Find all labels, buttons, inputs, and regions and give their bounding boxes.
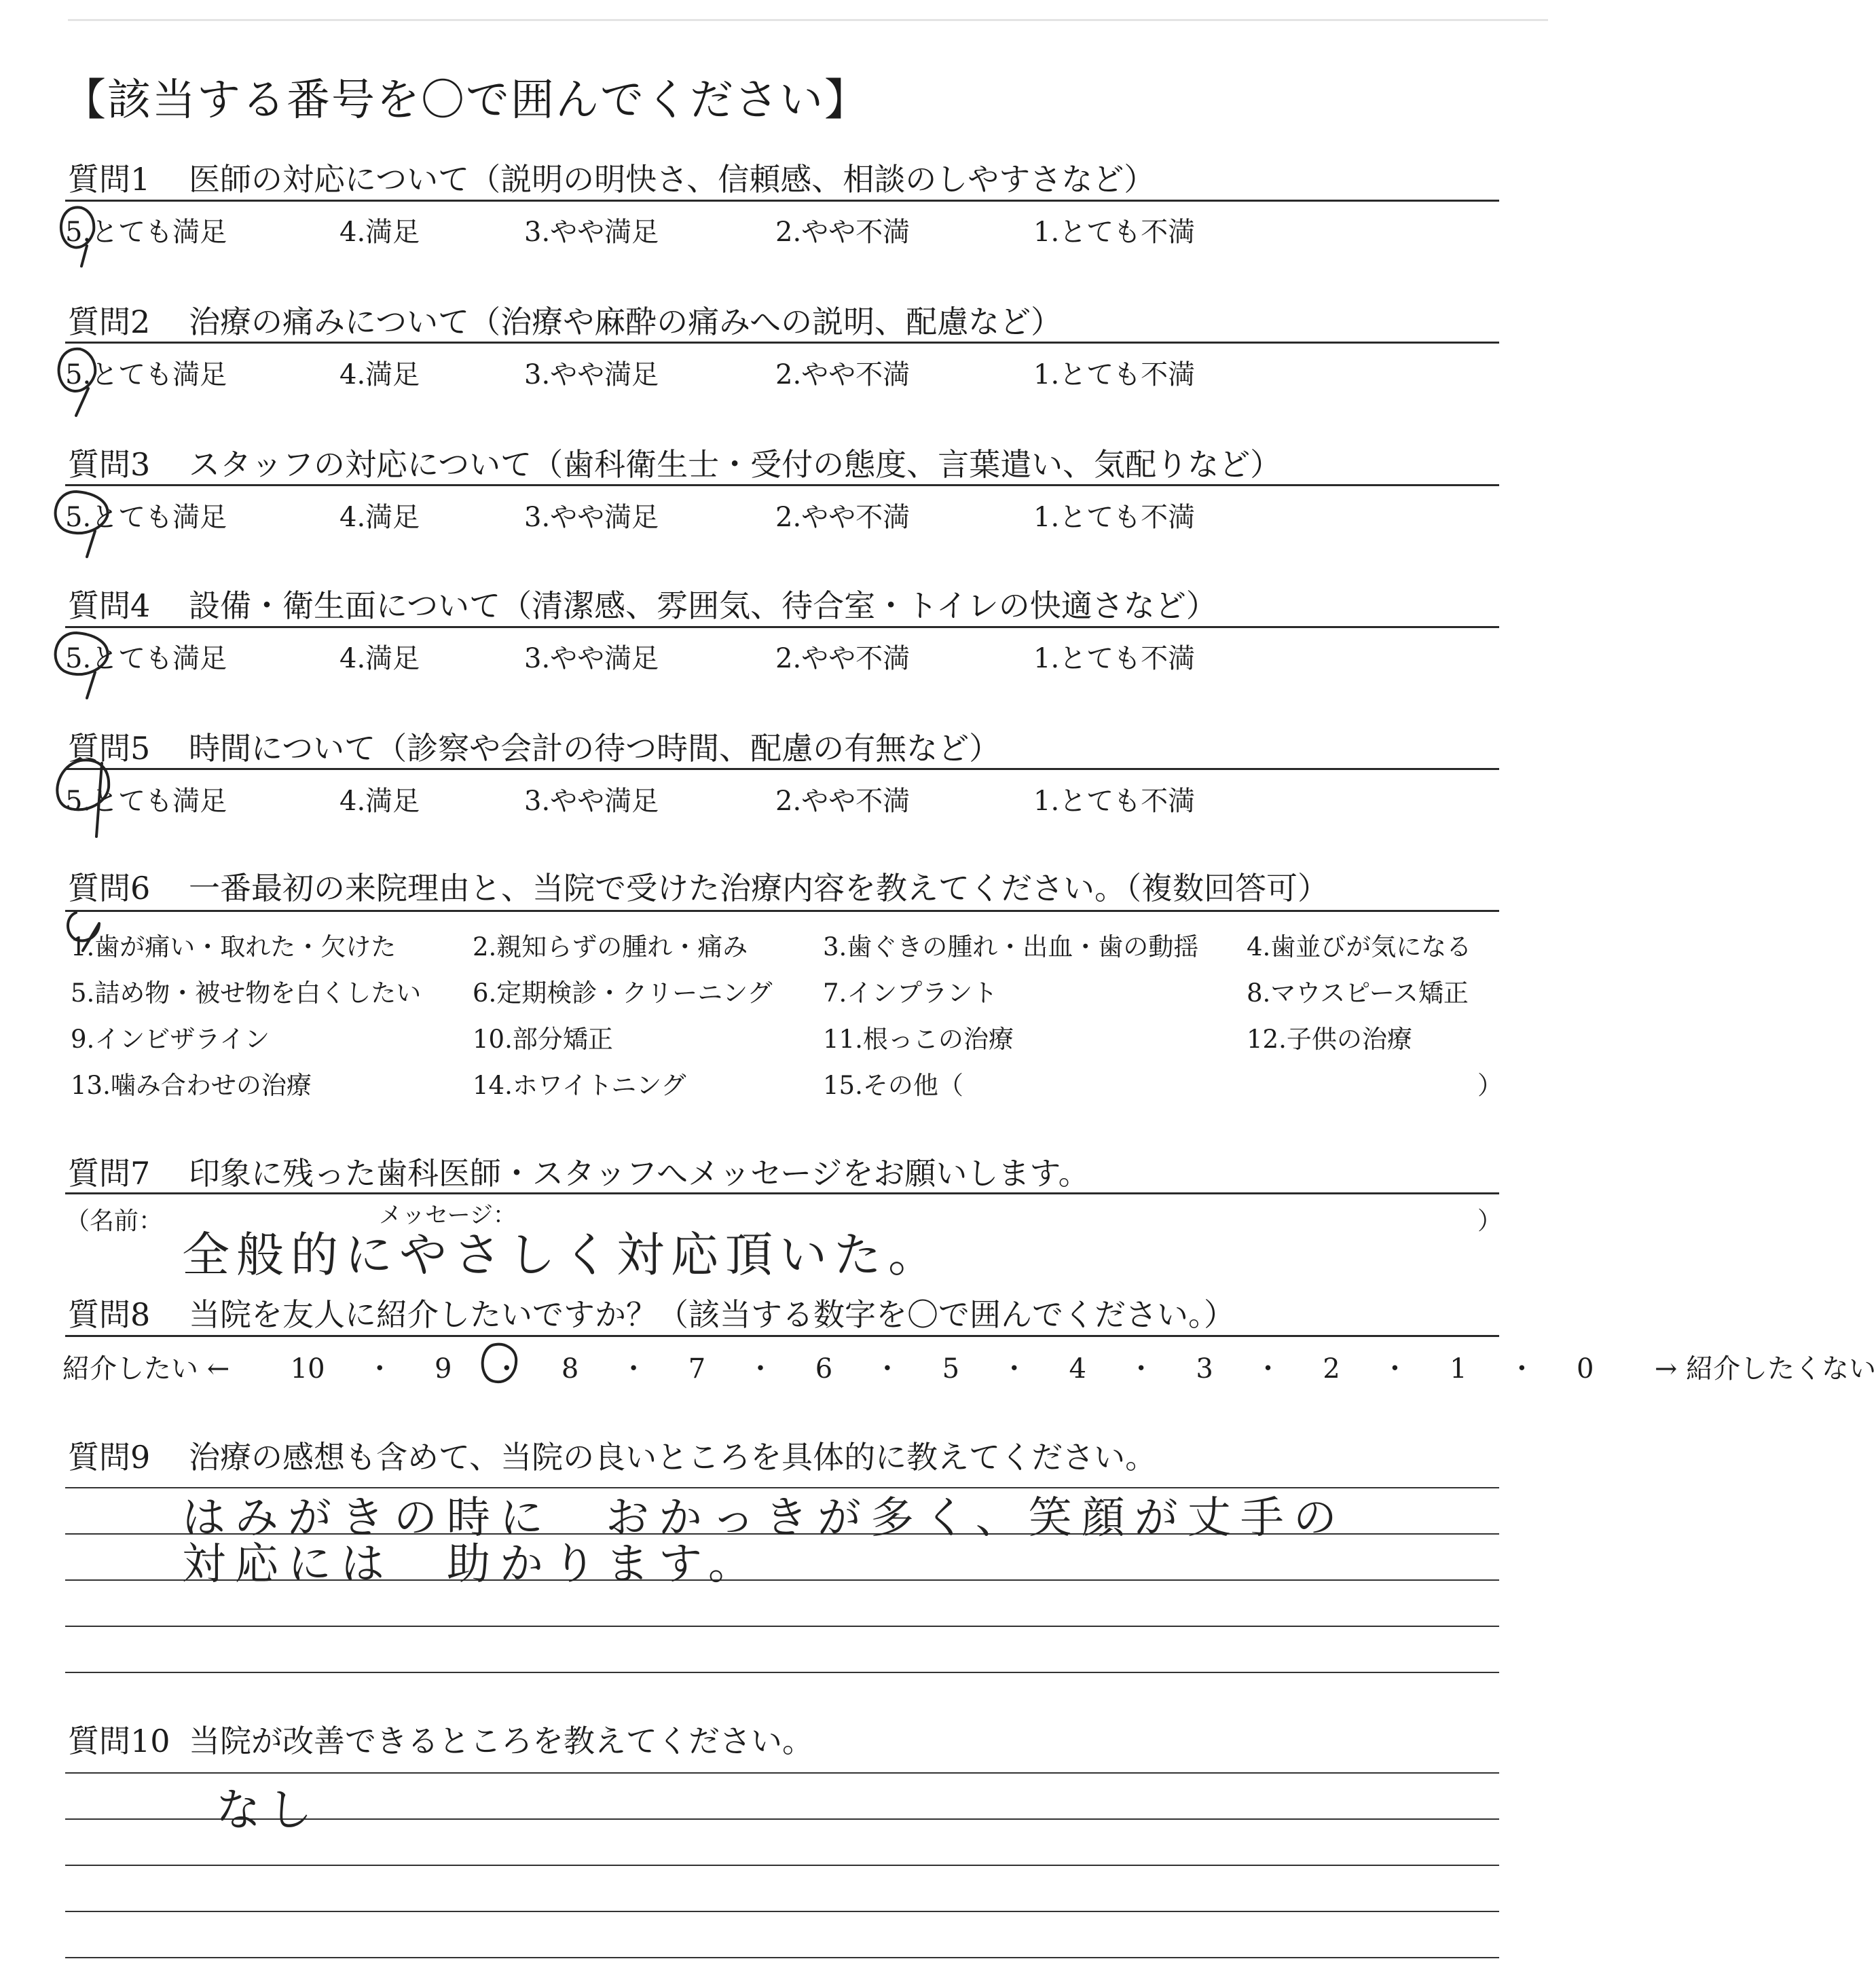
reason-4[interactable]: 4.歯並びが気になる bbox=[1247, 932, 1472, 961]
answer-line bbox=[65, 1865, 1499, 1866]
scale-separator: ・ bbox=[366, 1353, 394, 1385]
scale-7[interactable]: 7 bbox=[688, 1353, 706, 1385]
q7-handwritten-message[interactable]: 全般的にやさしく対応頂いた。 bbox=[182, 1227, 942, 1283]
question-5-title bbox=[68, 724, 1000, 769]
question-2-title bbox=[68, 297, 1062, 342]
q3-option-4[interactable]: 4.満足 bbox=[339, 502, 420, 533]
q4-option-3[interactable]: 3.やや満足 bbox=[524, 643, 659, 674]
q7-close-paren: ） bbox=[1477, 1207, 1503, 1235]
page-title: 【該当する番号を〇で囲んでください】 bbox=[62, 75, 869, 126]
q2-option-4[interactable]: 4.満足 bbox=[339, 359, 420, 390]
question-text: 当院が改善できるところを教えてください。 bbox=[189, 1723, 813, 1759]
scale-8[interactable]: 8 bbox=[561, 1353, 579, 1385]
question-1-title bbox=[68, 155, 1155, 200]
other-close-paren: ） bbox=[1477, 1071, 1503, 1100]
question-3-title bbox=[68, 440, 1281, 485]
scale-separator: ・ bbox=[873, 1353, 901, 1385]
q5-option-1[interactable]: 1.とても不満 bbox=[1033, 786, 1196, 817]
q1-option-3[interactable]: 3.やや満足 bbox=[524, 217, 659, 248]
question-6-rule bbox=[65, 910, 1499, 912]
question-number: 質問8 bbox=[68, 1296, 151, 1333]
question-number: 質問7 bbox=[68, 1155, 151, 1192]
q1-option-1[interactable]: 1.とても不満 bbox=[1033, 217, 1196, 248]
reason-11[interactable]: 11.根っこの治療 bbox=[823, 1025, 1014, 1054]
q5-option-3[interactable]: 3.やや満足 bbox=[524, 786, 659, 817]
name-label: （名前： bbox=[65, 1207, 164, 1235]
scale-5[interactable]: 5 bbox=[942, 1353, 960, 1385]
reason-9[interactable]: 9.インビザライン bbox=[71, 1025, 270, 1054]
q5-option-4[interactable]: 4.満足 bbox=[339, 786, 420, 817]
reason-13[interactable]: 13.噛み合わせの治療 bbox=[71, 1071, 312, 1100]
q1-option-4[interactable]: 4.満足 bbox=[339, 217, 420, 248]
scale-4[interactable]: 4 bbox=[1069, 1353, 1086, 1385]
q3-option-3[interactable]: 3.やや満足 bbox=[524, 502, 659, 533]
question-9-title bbox=[68, 1433, 1156, 1478]
reason-7[interactable]: 7.インプラント bbox=[823, 978, 998, 1008]
scale-separator: ・ bbox=[1381, 1353, 1409, 1385]
q2-option-2[interactable]: 2.やや不満 bbox=[775, 359, 911, 390]
question-text: 時間について（診察や会計の待つ時間、配慮の有無など） bbox=[189, 730, 1001, 767]
question-text: スタッフの対応について（歯科衛生士・受付の態度、言葉遣い、気配りなど） bbox=[189, 446, 1282, 483]
question-text: 治療の感想も含めて、当院の良いところを具体的に教えてください。 bbox=[189, 1439, 1157, 1476]
question-7-title bbox=[68, 1149, 1090, 1194]
reason-12[interactable]: 12.子供の治療 bbox=[1247, 1025, 1412, 1054]
reason-3[interactable]: 3.歯ぐきの腫れ・出血・歯の動揺 bbox=[823, 932, 1199, 961]
scale-right-label: → 紹介したくない bbox=[1654, 1353, 1876, 1385]
question-text: 当院を友人に紹介したいですか？（該当する数字を〇で囲んでください。） bbox=[189, 1296, 1235, 1333]
question-7-rule bbox=[65, 1192, 1499, 1194]
question-text: 医師の対応について（説明の明快さ、信頼感、相談のしやすさなど） bbox=[189, 161, 1156, 198]
q5-option-2[interactable]: 2.やや不満 bbox=[775, 786, 911, 817]
reason-6[interactable]: 6.定期検診・クリーニング bbox=[473, 978, 773, 1008]
q3-option-2[interactable]: 2.やや不満 bbox=[775, 502, 911, 533]
scan-edge-line bbox=[68, 19, 1548, 21]
reason-2[interactable]: 2.親知らずの腫れ・痛み bbox=[473, 932, 748, 961]
question-text: 治療の痛みについて（治療や麻酔の痛みへの説明、配慮など） bbox=[189, 304, 1063, 340]
question-number: 質問1 bbox=[68, 161, 151, 198]
question-text: 設備・衛生面について（清潔感、雰囲気、待合室・トイレの快適さなど） bbox=[189, 587, 1217, 624]
question-8-title bbox=[68, 1290, 1235, 1335]
scale-separator: ・ bbox=[493, 1353, 521, 1385]
message-label: メッセージ： bbox=[379, 1202, 516, 1229]
q4-option-4[interactable]: 4.満足 bbox=[339, 643, 420, 674]
q4-option-5[interactable]: 5.とても満足 bbox=[65, 643, 227, 674]
question-5-rule bbox=[65, 768, 1499, 770]
q1-option-2[interactable]: 2.やや不満 bbox=[775, 217, 911, 248]
q2-option-5[interactable]: 5.とても満足 bbox=[65, 359, 227, 390]
scale-left-label: 紹介したい ← bbox=[62, 1353, 230, 1385]
scale-10[interactable]: 10 bbox=[290, 1353, 325, 1385]
reason-5[interactable]: 5.詰め物・被せ物を白くしたい bbox=[71, 978, 422, 1008]
question-10-title bbox=[68, 1717, 813, 1761]
q3-option-5[interactable]: 5.とても満足 bbox=[65, 502, 227, 533]
question-text: 一番最初の来院理由と、当院で受けた治療内容を教えてください。（複数回答可） bbox=[189, 870, 1329, 906]
scale-6[interactable]: 6 bbox=[815, 1353, 833, 1385]
scale-separator: ・ bbox=[1127, 1353, 1155, 1385]
q9-handwritten-line-2[interactable]: 対応には 助かります。 bbox=[182, 1539, 761, 1590]
scale-separator: ・ bbox=[620, 1353, 648, 1385]
reason-1[interactable]: 1.歯が痛い・取れた・欠けた bbox=[71, 932, 397, 961]
scale-separator: ・ bbox=[1254, 1353, 1282, 1385]
q4-option-1[interactable]: 1.とても不満 bbox=[1033, 643, 1196, 674]
q2-option-3[interactable]: 3.やや満足 bbox=[524, 359, 659, 390]
question-1-rule bbox=[65, 200, 1499, 202]
scale-9[interactable]: 9 bbox=[435, 1353, 452, 1385]
question-number: 質問10 bbox=[68, 1723, 170, 1759]
q1-option-5[interactable]: 5.とても満足 bbox=[65, 217, 227, 248]
question-number: 質問9 bbox=[68, 1439, 151, 1476]
answer-line bbox=[65, 1911, 1499, 1912]
question-text: 印象に残った歯科医師・スタッフへメッセージをお願いします。 bbox=[189, 1155, 1090, 1192]
scale-2[interactable]: 2 bbox=[1323, 1353, 1340, 1385]
question-number: 質問4 bbox=[68, 587, 151, 624]
question-3-rule bbox=[65, 484, 1499, 486]
reason-15-other[interactable]: 15.その他（ bbox=[823, 1071, 963, 1100]
question-number: 質問6 bbox=[68, 870, 151, 906]
question-4-rule bbox=[65, 626, 1499, 628]
question-6-title bbox=[68, 864, 1329, 909]
scale-separator: ・ bbox=[1000, 1353, 1028, 1385]
question-2-rule bbox=[65, 342, 1499, 344]
question-8-rule bbox=[65, 1335, 1499, 1337]
q3-option-1[interactable]: 1.とても不満 bbox=[1033, 502, 1196, 533]
answer-line bbox=[65, 1957, 1499, 1958]
q2-option-1[interactable]: 1.とても不満 bbox=[1033, 359, 1196, 390]
q9-handwritten-line-1[interactable]: はみがきの時に おかっきが多く、笑顔が丈手の bbox=[182, 1493, 1346, 1543]
scale-3[interactable]: 3 bbox=[1196, 1353, 1213, 1385]
scale-separator: ・ bbox=[1508, 1353, 1536, 1385]
question-4-title bbox=[68, 581, 1217, 626]
answer-line bbox=[65, 1672, 1499, 1673]
q5-option-5[interactable]: 5.とても満足 bbox=[65, 786, 227, 817]
reason-10[interactable]: 10.部分矯正 bbox=[473, 1025, 613, 1054]
answer-line bbox=[65, 1626, 1499, 1627]
scale-1[interactable]: 1 bbox=[1450, 1353, 1467, 1385]
recommend-scale bbox=[62, 1347, 1876, 1386]
question-number: 質問5 bbox=[68, 730, 151, 767]
q4-option-2[interactable]: 2.やや不満 bbox=[775, 643, 911, 674]
reason-8[interactable]: 8.マウスピース矯正 bbox=[1247, 978, 1469, 1008]
question-number: 質問3 bbox=[68, 446, 151, 483]
q10-handwritten-answer[interactable]: なし bbox=[216, 1784, 319, 1836]
reason-14[interactable]: 14.ホワイトニング bbox=[473, 1071, 686, 1100]
scale-0[interactable]: 0 bbox=[1577, 1353, 1594, 1385]
question-number: 質問2 bbox=[68, 304, 151, 340]
scale-separator: ・ bbox=[746, 1353, 774, 1385]
